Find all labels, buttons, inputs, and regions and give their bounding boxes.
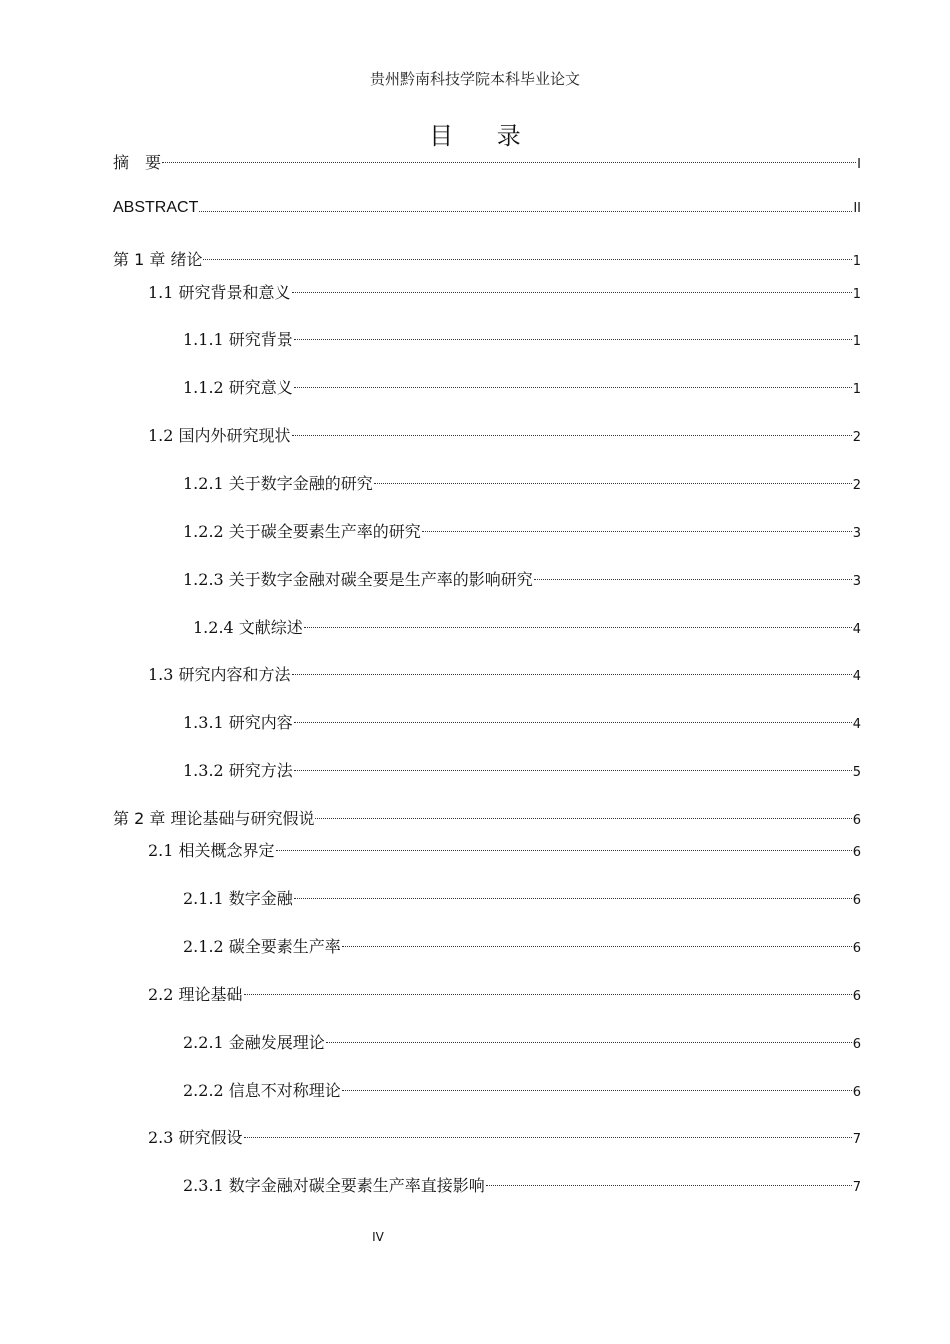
toc-entry-page: 1 [852,334,861,349]
dot-leader [342,1090,852,1091]
toc-entry-label: 2.1.1 数字金融 [183,889,293,908]
toc-entry-abstract-en[interactable] [113,199,861,221]
toc-entry-page: 1 [852,382,861,397]
toc-entry-subsection[interactable] [193,615,861,637]
toc-entry-subsection[interactable] [183,1173,861,1195]
dot-leader [374,483,852,484]
dot-leader [422,531,852,532]
dot-leader [294,898,852,899]
toc-entry-page: 6 [852,893,861,908]
toc-entry-abstract-cn[interactable] [113,150,861,172]
dot-leader [292,292,852,293]
toc-entry-label: 2.2 理论基础 [148,985,243,1004]
toc-entry-label: 1.3.1 研究内容 [183,713,293,732]
toc-entry-page: 7 [852,1132,861,1147]
dot-leader [162,162,856,163]
running-header: 贵州黔南科技学院本科毕业论文 [369,70,580,88]
toc-entry-page: 6 [852,941,861,956]
dot-leader [203,259,851,260]
toc-entry-page: 4 [852,717,861,732]
toc-entry-page: 5 [852,765,861,780]
toc-entry-label: 2.2.1 金融发展理论 [183,1033,325,1052]
toc-entry-label: 1.1 研究背景和意义 [148,283,291,302]
toc-entry-section[interactable] [148,662,861,684]
page-number: IV [372,1230,384,1244]
toc-entry-label: 2.1 相关概念界定 [148,841,275,860]
toc-entry-subsection[interactable] [183,886,861,908]
toc-entry-page: 4 [852,669,861,684]
dot-leader [199,211,852,212]
toc-entry-label: 第 1 章 绪论 [113,250,203,269]
toc-entry-label: 1.1.2 研究意义 [183,378,293,397]
dot-leader [276,850,852,851]
toc-entry-subsection[interactable] [183,710,861,732]
toc-entry-section[interactable] [148,1125,861,1147]
toc-entry-chapter-1[interactable] [113,247,861,269]
toc-entry-subsection[interactable] [183,934,861,956]
toc-entry-subsection[interactable] [183,519,861,541]
toc-entry-label: 1.3 研究内容和方法 [148,665,291,684]
dot-leader [294,387,852,388]
dot-leader [304,627,852,628]
toc-entry-page: 7 [852,1180,861,1195]
dot-leader [244,1137,852,1138]
dot-leader [292,435,852,436]
toc-entry-subsection[interactable] [183,471,861,493]
toc-entry-label: 1.2 国内外研究现状 [148,426,291,445]
toc-entry-label: 2.3 研究假设 [148,1128,243,1147]
toc-entry-label: 1.2.1 关于数字金融的研究 [183,474,373,493]
toc-entry-label: 1.3.2 研究方法 [183,761,293,780]
toc-entry-section[interactable] [148,982,861,1004]
toc-entry-page: 6 [852,1037,861,1052]
toc-entry-page: 6 [852,1085,861,1100]
toc-title: 目 录 [429,122,539,150]
toc-entry-subsection[interactable] [183,327,861,349]
toc-entry-subsection[interactable] [183,1030,861,1052]
toc-entry-label: 1.2.2 关于碳全要素生产率的研究 [183,522,421,541]
toc-entry-page: 2 [852,478,861,493]
toc-entry-label: 2.3.1 数字金融对碳全要素生产率直接影响 [183,1176,485,1195]
toc-entry-label: 1.2.3 关于数字金融对碳全要是生产率的影响研究 [183,570,533,589]
dot-leader [534,579,852,580]
dot-leader [244,994,852,995]
toc-entry-page: 4 [852,622,861,637]
toc-entry-page: 6 [852,845,861,860]
toc-entry-page: II [853,201,861,216]
toc-entry-page: 6 [852,989,861,1004]
dot-leader [315,818,851,819]
dot-leader [294,339,852,340]
toc-entry-page: 1 [852,254,861,269]
dot-leader [486,1185,852,1186]
toc-entry-subsection[interactable] [183,567,861,589]
toc-entry-label: 第 2 章 理论基础与研究假说 [113,809,315,828]
dot-leader [342,946,852,947]
dot-leader [326,1042,852,1043]
toc-entry-subsection[interactable] [183,375,861,397]
toc-entry-page: I [857,157,861,172]
toc-entry-subsection[interactable] [183,758,861,780]
toc-entry-page: 6 [852,813,861,828]
toc-entry-page: 2 [852,430,861,445]
toc-entry-page: 3 [852,574,861,589]
toc-entry-label: 1.2.4 文献综述 [193,618,303,637]
toc-entry-section[interactable] [148,838,861,860]
toc-entry-label: 1.1.1 研究背景 [183,330,293,349]
toc-entry-label: 2.2.2 信息不对称理论 [183,1081,341,1100]
toc-entry-page: 3 [852,526,861,541]
toc-entry-subsection[interactable] [183,1078,861,1100]
dot-leader [292,674,852,675]
toc-entry-label: ABSTRACT [113,199,199,216]
toc-entry-label: 2.1.2 碳全要素生产率 [183,937,341,956]
toc-entry-section[interactable] [148,280,861,302]
dot-leader [294,722,852,723]
toc-entry-label: 摘 要 [113,153,162,172]
toc-entry-page: 1 [852,287,861,302]
toc-entry-section[interactable] [148,423,861,445]
toc-entry-chapter-2[interactable] [113,806,861,828]
dot-leader [294,770,852,771]
